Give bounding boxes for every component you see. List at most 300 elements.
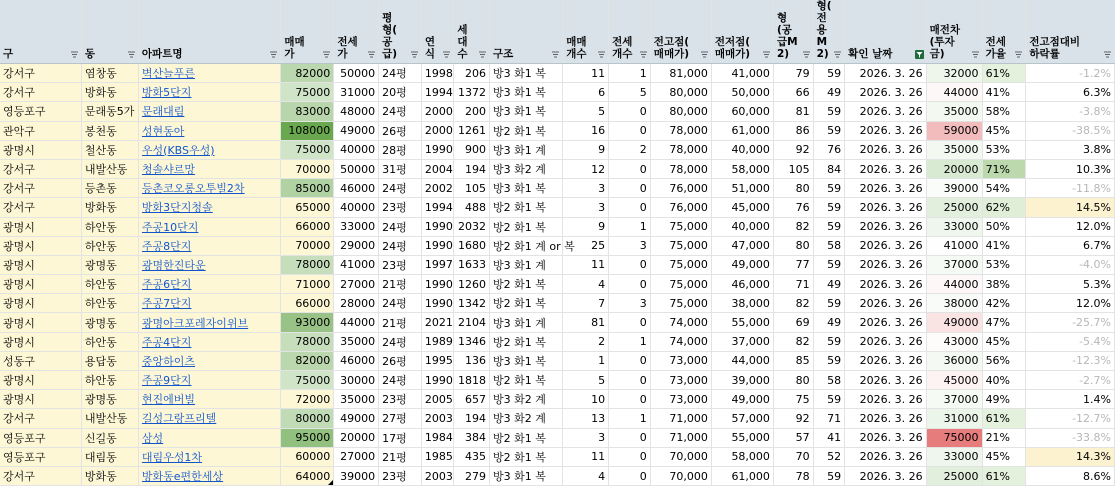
cell-drop[interactable]: 14.3% [1026, 447, 1115, 466]
cell-supply_m2[interactable]: 82 [773, 217, 813, 236]
cell-year[interactable]: 2021 [421, 313, 454, 332]
cell-jeonse_cnt[interactable]: 0 [609, 121, 651, 140]
cell-supply_m2[interactable]: 75 [773, 390, 813, 409]
cell-low[interactable]: 58,000 [711, 447, 773, 466]
cell-dong[interactable]: 하안동 [81, 275, 138, 294]
cell-ratio[interactable]: 45% [982, 121, 1026, 140]
cell-ratio[interactable]: 45% [982, 447, 1026, 466]
cell-apt[interactable]: 방화5단지 [138, 83, 280, 102]
cell-apt[interactable]: 삼성 [138, 428, 280, 447]
cell-sale[interactable]: 66000 [281, 217, 334, 236]
cell-dong[interactable]: 하안동 [81, 332, 138, 351]
cell-drop[interactable]: 5.3% [1026, 275, 1115, 294]
cell-year[interactable]: 2003 [421, 466, 454, 485]
filter-icon[interactable] [70, 50, 79, 59]
cell-pyeong[interactable]: 23평 [379, 466, 422, 485]
filter-icon[interactable] [1103, 50, 1112, 59]
cell-units[interactable]: 1818 [454, 371, 490, 390]
cell-low[interactable]: 38,000 [711, 294, 773, 313]
cell-supply_m2[interactable]: 80 [773, 179, 813, 198]
cell-units[interactable]: 435 [454, 447, 490, 466]
cell-gu[interactable]: 강서구 [0, 198, 81, 217]
cell-high[interactable]: 81,000 [650, 64, 711, 83]
cell-jeonse[interactable]: 20000 [334, 428, 379, 447]
column-header-units[interactable] [454, 0, 490, 64]
cell-apt[interactable]: 주공7단지 [138, 294, 280, 313]
cell-high[interactable]: 75,000 [650, 294, 711, 313]
cell-ratio[interactable]: 56% [982, 351, 1026, 370]
cell-drop[interactable]: 14.5% [1026, 198, 1115, 217]
cell-gap[interactable]: 35000 [926, 102, 982, 121]
cell-date[interactable]: 2026. 3. 26 [845, 428, 926, 447]
cell-struct[interactable]: 방3 화1 복 [490, 466, 563, 485]
cell-excl_m2[interactable]: 59 [813, 466, 845, 485]
cell-drop[interactable]: 12.0% [1026, 217, 1115, 236]
cell-struct[interactable]: 방3 화1 계 [490, 255, 563, 274]
cell-year[interactable]: 2000 [421, 102, 454, 121]
cell-supply_m2[interactable]: 66 [773, 83, 813, 102]
cell-jeonse[interactable]: 28000 [334, 294, 379, 313]
cell-drop[interactable]: -1.2% [1026, 64, 1115, 83]
cell-drop[interactable]: -4.0% [1026, 255, 1115, 274]
cell-jeonse_cnt[interactable]: 0 [609, 351, 651, 370]
cell-low[interactable]: 51,000 [711, 179, 773, 198]
filter-icon[interactable] [551, 50, 560, 59]
cell-jeonse_cnt[interactable]: 3 [609, 294, 651, 313]
cell-supply_m2[interactable]: 71 [773, 275, 813, 294]
cell-pyeong[interactable]: 27평 [379, 409, 422, 428]
column-header-apt[interactable] [138, 0, 280, 64]
cell-pyeong[interactable]: 23평 [379, 255, 422, 274]
cell-ratio[interactable]: 54% [982, 179, 1026, 198]
cell-drop[interactable]: -25.7% [1026, 313, 1115, 332]
cell-jeonse_cnt[interactable]: 1 [609, 332, 651, 351]
cell-low[interactable]: 61,000 [711, 121, 773, 140]
cell-gap[interactable]: 31000 [926, 409, 982, 428]
cell-jeonse[interactable]: 44000 [334, 313, 379, 332]
cell-high[interactable]: 76,000 [650, 179, 711, 198]
cell-drop[interactable]: 8.6% [1026, 466, 1115, 485]
filter-icon[interactable] [367, 50, 376, 59]
cell-year[interactable]: 2005 [421, 390, 454, 409]
cell-high[interactable]: 76,000 [650, 198, 711, 217]
cell-gap[interactable]: 45000 [926, 371, 982, 390]
cell-pyeong[interactable]: 17평 [379, 428, 422, 447]
cell-apt[interactable]: 광명아크포레자이위브 [138, 313, 280, 332]
cell-pyeong[interactable]: 20평 [379, 83, 422, 102]
cell-apt[interactable]: 현진에버빌 [138, 390, 280, 409]
cell-gap[interactable]: 59000 [926, 121, 982, 140]
cell-excl_m2[interactable]: 59 [813, 217, 845, 236]
cell-high[interactable]: 75,000 [650, 236, 711, 255]
cell-struct[interactable]: 방3 화1 복 [490, 179, 563, 198]
cell-drop[interactable]: 6.3% [1026, 83, 1115, 102]
cell-ratio[interactable]: 61% [982, 466, 1026, 485]
cell-jeonse[interactable]: 27000 [334, 275, 379, 294]
cell-pyeong[interactable]: 24평 [379, 332, 422, 351]
cell-low[interactable]: 55,000 [711, 313, 773, 332]
cell-high[interactable]: 74,000 [650, 313, 711, 332]
cell-gu[interactable]: 광명시 [0, 332, 81, 351]
cell-gap[interactable]: 75000 [926, 428, 982, 447]
cell-dong[interactable]: 내발산동 [81, 409, 138, 428]
cell-date[interactable]: 2026. 3. 26 [845, 102, 926, 121]
cell-units[interactable]: 1680 [454, 236, 490, 255]
cell-year[interactable]: 1994 [421, 198, 454, 217]
cell-struct[interactable]: 방3 화2 계 [490, 390, 563, 409]
cell-jeonse_cnt[interactable]: 0 [609, 466, 651, 485]
filter-icon[interactable] [762, 50, 771, 59]
cell-units[interactable]: 1260 [454, 275, 490, 294]
cell-jeonse_cnt[interactable]: 0 [609, 275, 651, 294]
cell-sale_cnt[interactable]: 13 [563, 409, 609, 428]
cell-gu[interactable]: 관악구 [0, 121, 81, 140]
cell-dong[interactable]: 방화동 [81, 466, 138, 485]
cell-pyeong[interactable]: 24평 [379, 179, 422, 198]
cell-gap[interactable]: 25000 [926, 198, 982, 217]
cell-jeonse_cnt[interactable]: 0 [609, 255, 651, 274]
cell-drop[interactable]: -38.5% [1026, 121, 1115, 140]
cell-supply_m2[interactable]: 92 [773, 409, 813, 428]
filter-icon[interactable] [700, 50, 709, 59]
cell-date[interactable]: 2026. 3. 26 [845, 371, 926, 390]
cell-struct[interactable]: 방2 화1 복 [490, 121, 563, 140]
cell-date[interactable]: 2026. 3. 26 [845, 466, 926, 485]
cell-gu[interactable]: 강서구 [0, 159, 81, 178]
cell-high[interactable]: 71,000 [650, 428, 711, 447]
cell-high[interactable]: 80,000 [650, 83, 711, 102]
cell-units[interactable]: 2032 [454, 217, 490, 236]
cell-sale_cnt[interactable]: 6 [563, 83, 609, 102]
cell-ratio[interactable]: 61% [982, 409, 1026, 428]
cell-gap[interactable]: 38000 [926, 294, 982, 313]
cell-excl_m2[interactable]: 59 [813, 102, 845, 121]
cell-excl_m2[interactable]: 58 [813, 371, 845, 390]
cell-drop[interactable]: -12.7% [1026, 409, 1115, 428]
cell-sale[interactable]: 78000 [281, 255, 334, 274]
cell-year[interactable]: 1990 [421, 236, 454, 255]
cell-year[interactable]: 1997 [421, 255, 454, 274]
cell-gu[interactable]: 영등포구 [0, 428, 81, 447]
cell-struct[interactable]: 방2 화1 복 [490, 217, 563, 236]
cell-units[interactable]: 194 [454, 409, 490, 428]
cell-pyeong[interactable]: 23평 [379, 198, 422, 217]
cell-excl_m2[interactable]: 49 [813, 83, 845, 102]
cell-struct[interactable]: 방3 화1 복 [490, 351, 563, 370]
cell-low[interactable]: 47,000 [711, 236, 773, 255]
column-header-dong[interactable] [81, 0, 138, 64]
cell-dong[interactable]: 내발산동 [81, 159, 138, 178]
cell-jeonse_cnt[interactable]: 0 [609, 447, 651, 466]
cell-ratio[interactable]: 47% [982, 313, 1026, 332]
cell-low[interactable]: 49,000 [711, 255, 773, 274]
column-header-year[interactable] [421, 0, 454, 64]
cell-drop[interactable]: 10.3% [1026, 159, 1115, 178]
cell-struct[interactable]: 방3 화1 복 [490, 83, 563, 102]
cell-units[interactable]: 279 [454, 466, 490, 485]
cell-apt[interactable]: 청솔샤르망 [138, 159, 280, 178]
cell-gu[interactable]: 영등포구 [0, 102, 81, 121]
cell-apt[interactable]: 등촌코오롱오투빌2차 [138, 179, 280, 198]
filter-icon[interactable] [971, 50, 980, 59]
cell-supply_m2[interactable]: 80 [773, 371, 813, 390]
cell-sale_cnt[interactable]: 11 [563, 64, 609, 83]
cell-high[interactable]: 73,000 [650, 390, 711, 409]
cell-year[interactable]: 1995 [421, 351, 454, 370]
cell-year[interactable]: 1998 [421, 64, 454, 83]
cell-struct[interactable]: 방3 화2 계 [490, 409, 563, 428]
cell-jeonse_cnt[interactable]: 1 [609, 64, 651, 83]
cell-sale[interactable]: 70000 [281, 159, 334, 178]
cell-gap[interactable]: 41000 [926, 236, 982, 255]
cell-jeonse_cnt[interactable]: 2 [609, 140, 651, 159]
column-header-sale_cnt[interactable] [563, 0, 609, 64]
cell-dong[interactable]: 방화동 [81, 198, 138, 217]
cell-supply_m2[interactable]: 82 [773, 332, 813, 351]
cell-jeonse_cnt[interactable]: 1 [609, 409, 651, 428]
cell-supply_m2[interactable]: 69 [773, 313, 813, 332]
cell-struct[interactable]: 방2 화1 복 [490, 371, 563, 390]
cell-excl_m2[interactable]: 59 [813, 198, 845, 217]
cell-apt[interactable]: 주공10단지 [138, 217, 280, 236]
cell-excl_m2[interactable]: 59 [813, 255, 845, 274]
cell-date[interactable]: 2026. 3. 26 [845, 236, 926, 255]
cell-struct[interactable]: 방2 화1 복 [490, 332, 563, 351]
cell-sale[interactable]: 70000 [281, 236, 334, 255]
cell-sale[interactable]: 93000 [281, 313, 334, 332]
cell-sale[interactable]: 82000 [281, 351, 334, 370]
cell-excl_m2[interactable]: 52 [813, 447, 845, 466]
cell-date[interactable]: 2026. 3. 26 [845, 198, 926, 217]
cell-drop[interactable]: 3.8% [1026, 140, 1115, 159]
cell-high[interactable]: 75,000 [650, 255, 711, 274]
cell-date[interactable]: 2026. 3. 26 [845, 351, 926, 370]
cell-units[interactable]: 206 [454, 64, 490, 83]
cell-pyeong[interactable]: 21평 [379, 447, 422, 466]
cell-year[interactable]: 1994 [421, 83, 454, 102]
cell-sale_cnt[interactable]: 11 [563, 447, 609, 466]
cell-struct[interactable]: 방3 화2 계 [490, 159, 563, 178]
filter-active-icon[interactable] [915, 50, 924, 59]
cell-units[interactable]: 1372 [454, 83, 490, 102]
cell-low[interactable]: 57,000 [711, 409, 773, 428]
cell-jeonse[interactable]: 35000 [334, 332, 379, 351]
cell-gap[interactable]: 44000 [926, 275, 982, 294]
cell-sale[interactable]: 75000 [281, 83, 334, 102]
cell-date[interactable]: 2026. 3. 26 [845, 447, 926, 466]
cell-year[interactable]: 1990 [421, 140, 454, 159]
cell-dong[interactable]: 하안동 [81, 217, 138, 236]
filter-icon[interactable] [269, 50, 278, 59]
cell-struct[interactable]: 방2 화1 복 [490, 447, 563, 466]
cell-high[interactable]: 80,000 [650, 102, 711, 121]
cell-supply_m2[interactable]: 80 [773, 236, 813, 255]
cell-low[interactable]: 39,000 [711, 371, 773, 390]
cell-apt[interactable]: 문래대림 [138, 102, 280, 121]
cell-gap[interactable]: 43000 [926, 332, 982, 351]
cell-drop[interactable]: 1.4% [1026, 390, 1115, 409]
cell-ratio[interactable]: 58% [982, 102, 1026, 121]
cell-sale[interactable]: 64000 [281, 466, 334, 485]
cell-date[interactable]: 2026. 3. 26 [845, 140, 926, 159]
cell-pyeong[interactable]: 28평 [379, 140, 422, 159]
cell-ratio[interactable]: 62% [982, 198, 1026, 217]
cell-units[interactable]: 900 [454, 140, 490, 159]
cell-sale[interactable]: 85000 [281, 179, 334, 198]
cell-gap[interactable]: 32000 [926, 64, 982, 83]
cell-high[interactable]: 78,000 [650, 140, 711, 159]
cell-jeonse_cnt[interactable]: 0 [609, 179, 651, 198]
cell-dong[interactable]: 광명동 [81, 255, 138, 274]
cell-sale[interactable]: 75000 [281, 371, 334, 390]
cell-gap[interactable]: 37000 [926, 390, 982, 409]
cell-units[interactable]: 2104 [454, 313, 490, 332]
cell-low[interactable]: 49,000 [711, 390, 773, 409]
cell-units[interactable]: 136 [454, 351, 490, 370]
cell-sale_cnt[interactable]: 10 [563, 390, 609, 409]
cell-year[interactable]: 1990 [421, 371, 454, 390]
cell-jeonse_cnt[interactable]: 0 [609, 313, 651, 332]
cell-low[interactable]: 50,000 [711, 83, 773, 102]
cell-jeonse[interactable]: 29000 [334, 236, 379, 255]
cell-jeonse[interactable]: 46000 [334, 351, 379, 370]
cell-supply_m2[interactable]: 81 [773, 102, 813, 121]
cell-gu[interactable]: 강서구 [0, 409, 81, 428]
cell-sale[interactable]: 72000 [281, 390, 334, 409]
cell-jeonse[interactable]: 30000 [334, 371, 379, 390]
cell-struct[interactable]: 방2 화1 복 [490, 294, 563, 313]
cell-supply_m2[interactable]: 86 [773, 121, 813, 140]
cell-gu[interactable]: 광명시 [0, 390, 81, 409]
cell-gap[interactable]: 49000 [926, 313, 982, 332]
cell-excl_m2[interactable]: 59 [813, 294, 845, 313]
cell-sale_cnt[interactable]: 5 [563, 102, 609, 121]
cell-high[interactable]: 73,000 [650, 351, 711, 370]
cell-struct[interactable]: 방2 화1 복 [490, 428, 563, 447]
cell-ratio[interactable]: 21% [982, 428, 1026, 447]
cell-jeonse_cnt[interactable]: 0 [609, 428, 651, 447]
cell-apt[interactable]: 벽산늘푸른 [138, 64, 280, 83]
cell-apt[interactable]: 방화3단지청솔 [138, 198, 280, 217]
cell-ratio[interactable]: 41% [982, 83, 1026, 102]
cell-gu[interactable]: 광명시 [0, 371, 81, 390]
cell-pyeong[interactable]: 21평 [379, 275, 422, 294]
cell-apt[interactable]: 길성그랑프리텔 [138, 409, 280, 428]
cell-pyeong[interactable]: 23평 [379, 390, 422, 409]
cell-year[interactable]: 1990 [421, 275, 454, 294]
cell-units[interactable]: 105 [454, 179, 490, 198]
cell-ratio[interactable]: 45% [982, 332, 1026, 351]
cell-jeonse[interactable]: 49000 [334, 121, 379, 140]
cell-gu[interactable]: 강서구 [0, 466, 81, 485]
cell-dong[interactable]: 하안동 [81, 236, 138, 255]
cell-ratio[interactable]: 49% [982, 390, 1026, 409]
cell-sale_cnt[interactable]: 3 [563, 428, 609, 447]
cell-drop[interactable]: -2.7% [1026, 371, 1115, 390]
cell-gu[interactable]: 강서구 [0, 179, 81, 198]
cell-date[interactable]: 2026. 3. 26 [845, 390, 926, 409]
cell-jeonse[interactable]: 41000 [334, 255, 379, 274]
cell-supply_m2[interactable]: 70 [773, 447, 813, 466]
cell-apt[interactable]: 우성(KBS우성) [138, 140, 280, 159]
cell-excl_m2[interactable]: 59 [813, 332, 845, 351]
cell-supply_m2[interactable]: 76 [773, 198, 813, 217]
cell-high[interactable]: 70,000 [650, 466, 711, 485]
cell-gap[interactable]: 44000 [926, 83, 982, 102]
cell-jeonse[interactable]: 50000 [334, 159, 379, 178]
cell-supply_m2[interactable]: 105 [773, 159, 813, 178]
cell-gu[interactable]: 광명시 [0, 275, 81, 294]
cell-date[interactable]: 2026. 3. 26 [845, 313, 926, 332]
cell-gap[interactable]: 33000 [926, 217, 982, 236]
cell-supply_m2[interactable]: 77 [773, 255, 813, 274]
cell-supply_m2[interactable]: 85 [773, 351, 813, 370]
cell-drop[interactable]: 6.7% [1026, 236, 1115, 255]
cell-high[interactable]: 74,000 [650, 332, 711, 351]
column-header-excl_m2[interactable] [813, 0, 845, 64]
cell-dong[interactable]: 등촌동 [81, 179, 138, 198]
cell-jeonse_cnt[interactable]: 0 [609, 102, 651, 121]
cell-pyeong[interactable]: 24평 [379, 64, 422, 83]
column-header-date[interactable] [845, 0, 926, 64]
cell-gu[interactable]: 성동구 [0, 351, 81, 370]
cell-year[interactable]: 2003 [421, 409, 454, 428]
cell-apt[interactable]: 주공8단지 [138, 236, 280, 255]
cell-apt[interactable]: 성현동아 [138, 121, 280, 140]
cell-date[interactable]: 2026. 3. 26 [845, 409, 926, 428]
cell-jeonse_cnt[interactable]: 0 [609, 371, 651, 390]
cell-units[interactable]: 194 [454, 159, 490, 178]
cell-sale_cnt[interactable]: 81 [563, 313, 609, 332]
cell-ratio[interactable]: 53% [982, 255, 1026, 274]
cell-dong[interactable]: 방화동 [81, 83, 138, 102]
cell-dong[interactable]: 광명동 [81, 313, 138, 332]
cell-sale_cnt[interactable]: 2 [563, 332, 609, 351]
cell-date[interactable]: 2026. 3. 26 [845, 332, 926, 351]
cell-date[interactable]: 2026. 3. 26 [845, 64, 926, 83]
cell-apt[interactable]: 광명한진타운 [138, 255, 280, 274]
cell-sale_cnt[interactable]: 7 [563, 294, 609, 313]
cell-high[interactable]: 70,000 [650, 447, 711, 466]
cell-ratio[interactable]: 42% [982, 294, 1026, 313]
cell-jeonse[interactable]: 33000 [334, 217, 379, 236]
cell-gu[interactable]: 영등포구 [0, 447, 81, 466]
cell-units[interactable]: 488 [454, 198, 490, 217]
cell-ratio[interactable]: 53% [982, 140, 1026, 159]
cell-units[interactable]: 1346 [454, 332, 490, 351]
cell-apt[interactable]: 주공9단지 [138, 371, 280, 390]
cell-sale_cnt[interactable]: 25 [563, 236, 609, 255]
filter-icon[interactable] [802, 50, 811, 59]
cell-sale_cnt[interactable]: 9 [563, 140, 609, 159]
cell-drop[interactable]: 12.0% [1026, 294, 1115, 313]
cell-dong[interactable]: 철산동 [81, 140, 138, 159]
cell-sale[interactable]: 108000 [281, 121, 334, 140]
cell-struct[interactable]: 방2 화1 복 [490, 198, 563, 217]
cell-struct[interactable]: 방3 화1 복 [490, 64, 563, 83]
cell-ratio[interactable]: 41% [982, 236, 1026, 255]
cell-sale_cnt[interactable]: 3 [563, 179, 609, 198]
cell-ratio[interactable]: 38% [982, 275, 1026, 294]
cell-year[interactable]: 2002 [421, 179, 454, 198]
cell-high[interactable]: 78,000 [650, 159, 711, 178]
cell-jeonse[interactable]: 48000 [334, 102, 379, 121]
cell-ratio[interactable]: 71% [982, 159, 1026, 178]
cell-date[interactable]: 2026. 3. 26 [845, 83, 926, 102]
cell-high[interactable]: 73,000 [650, 371, 711, 390]
cell-sale_cnt[interactable]: 12 [563, 159, 609, 178]
column-header-pyeong[interactable] [379, 0, 422, 64]
